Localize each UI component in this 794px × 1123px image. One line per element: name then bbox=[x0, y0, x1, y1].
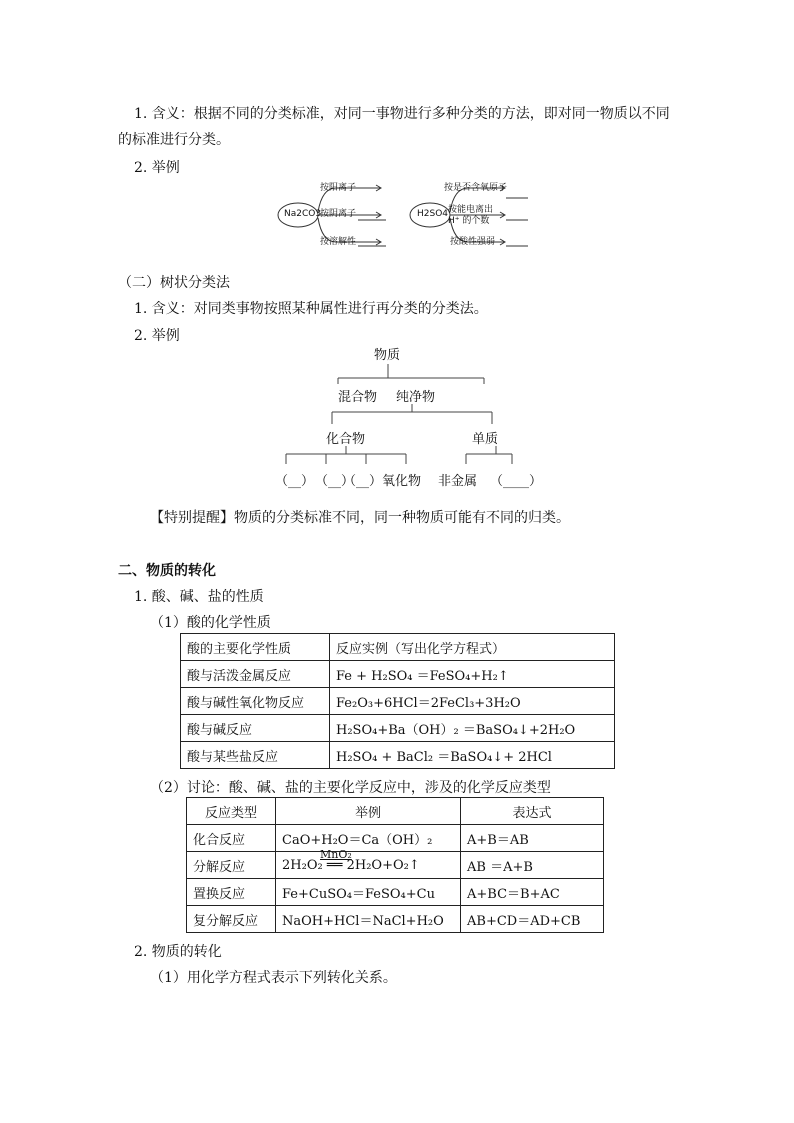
tree-pure-substance: 纯净物 bbox=[396, 390, 436, 405]
table-cell: 置换反应 bbox=[187, 879, 276, 906]
table-cell: 酸与某些盐反应 bbox=[181, 742, 330, 769]
conversion-instruction: （1）用化学方程式表示下列转化关系。 bbox=[150, 970, 397, 986]
table-header-cell: 表达式 bbox=[461, 798, 604, 825]
tree-mixture: 混合物 bbox=[338, 390, 378, 405]
section2-heading: 二、物质的转化 bbox=[118, 563, 216, 579]
table-header-cell: 举例 bbox=[276, 798, 461, 825]
branch-by-acidity: 按酸性强弱 bbox=[450, 237, 496, 247]
table-header-cell: 酸的主要化学性质 bbox=[181, 634, 330, 661]
substance-conversion-heading: 2. 物质的转化 bbox=[134, 944, 222, 960]
tree-compound: 化合物 bbox=[326, 432, 366, 447]
table-cell-text: 2H₂O₂ ══ 2H₂O+O₂↑ bbox=[282, 857, 420, 873]
h2so4-label: H2SO4 bbox=[417, 209, 449, 219]
branch-by-solubility: 按溶解性 bbox=[320, 237, 357, 247]
table-cell: AB ＝A+B bbox=[461, 852, 604, 879]
reaction-types-subheading: （2）讨论：酸、碱、盐的主要化学反应中，涉及的化学反应类型 bbox=[150, 780, 551, 796]
tree-leaf-blank-2: （__） bbox=[315, 474, 355, 489]
table-cell: NaOH+HCl＝NaCl+H₂O bbox=[276, 906, 461, 933]
table-row bbox=[181, 688, 615, 715]
tree-leaf-oxide: 氧化物 bbox=[382, 474, 422, 489]
item1-definition-line2: 的标准进行分类。 bbox=[118, 132, 230, 148]
na2co3-label: Na2CO3 bbox=[284, 209, 322, 219]
table-row bbox=[187, 879, 604, 906]
table-cell: Fe+CuSO₄＝FeSO₄+Cu bbox=[276, 879, 461, 906]
special-tip: 【特别提醒】物质的分类标准不同，同一种物质可能有不同的归类。 bbox=[150, 510, 570, 526]
branch-by-h-count: H⁺ 的个数 bbox=[448, 216, 490, 226]
table-cell: CaO+H₂O＝Ca（OH）₂ bbox=[276, 825, 461, 852]
table-cell: 化合反应 bbox=[187, 825, 276, 852]
tree-leaf-blank-3: （__） bbox=[343, 474, 383, 489]
tree-method-definition: 1. 含义：对同类事物按照某种属性进行再分类的分类法。 bbox=[134, 301, 488, 317]
branch-by-oxygen: 按是否含氧原子 bbox=[444, 183, 508, 193]
tree-leaf-blank-1: （__） bbox=[275, 474, 315, 489]
table-row bbox=[187, 906, 604, 933]
table-cell: 酸与活泼金属反应 bbox=[181, 661, 330, 688]
tree-element: 单质 bbox=[472, 432, 499, 447]
branch-by-ionization: 按能电离出 bbox=[448, 205, 494, 215]
table-cell: Fe + H₂SO₄ ＝FeSO₄+H₂↑ bbox=[330, 661, 615, 688]
table-row bbox=[187, 825, 604, 852]
table-row bbox=[187, 852, 604, 879]
table-cell: 复分解反应 bbox=[187, 906, 276, 933]
table-header-cell: 反应类型 bbox=[187, 798, 276, 825]
tree-leaf-blank-4: （____） bbox=[490, 474, 543, 489]
item1-definition-line1: 1. 含义：根据不同的分类标准，对同一事物进行多种分类的方法，即对同一物质以不同 bbox=[134, 106, 670, 122]
tree-root-substance: 物质 bbox=[374, 348, 401, 363]
acid-base-salt-properties: 1. 酸、碱、盐的性质 bbox=[134, 589, 264, 605]
tree-method-example-label: 2. 举例 bbox=[134, 328, 180, 344]
branch-by-anion: 按阴离子 bbox=[320, 209, 357, 219]
table-header-cell: 反应实例（写出化学方程式） bbox=[330, 634, 615, 661]
table-header-row bbox=[187, 798, 604, 825]
table-row bbox=[181, 742, 615, 769]
tree-leaf-nonmetal: 非金属 bbox=[438, 474, 478, 489]
table-cell: H₂SO₄+Ba（OH）₂ ＝BaSO₄↓+2H₂O bbox=[330, 715, 615, 742]
table-cell: Fe₂O₃+6HCl＝2FeCl₃+3H₂O bbox=[330, 688, 615, 715]
acid-properties-subheading: （1）酸的化学性质 bbox=[150, 615, 271, 631]
table-cell: A+B＝AB bbox=[461, 825, 604, 852]
branch-by-cation: 按阳离子 bbox=[320, 183, 357, 193]
table-cell: 酸与碱反应 bbox=[181, 715, 330, 742]
acid-properties-table bbox=[180, 633, 615, 769]
table-header-row bbox=[181, 634, 615, 661]
table-cell: 酸与碱性氧化物反应 bbox=[181, 688, 330, 715]
tree-method-heading: （二）树状分类法 bbox=[118, 275, 230, 291]
table-cell: AB+CD＝AD+CB bbox=[461, 906, 604, 933]
tree-classification-diagram bbox=[270, 340, 550, 490]
item2-example-label: 2. 举例 bbox=[134, 160, 180, 176]
table-cell: A+BC＝B+AC bbox=[461, 879, 604, 906]
catalyst-label: MnO₂ bbox=[320, 848, 352, 861]
table-row bbox=[181, 661, 615, 688]
table-cell bbox=[276, 848, 461, 879]
table-cell: 分解反应 bbox=[187, 852, 276, 879]
table-row bbox=[181, 715, 615, 742]
reaction-types-table bbox=[186, 797, 604, 933]
table-cell: H₂SO₄ + BaCl₂ ＝BaSO₄↓+ 2HCl bbox=[330, 742, 615, 769]
